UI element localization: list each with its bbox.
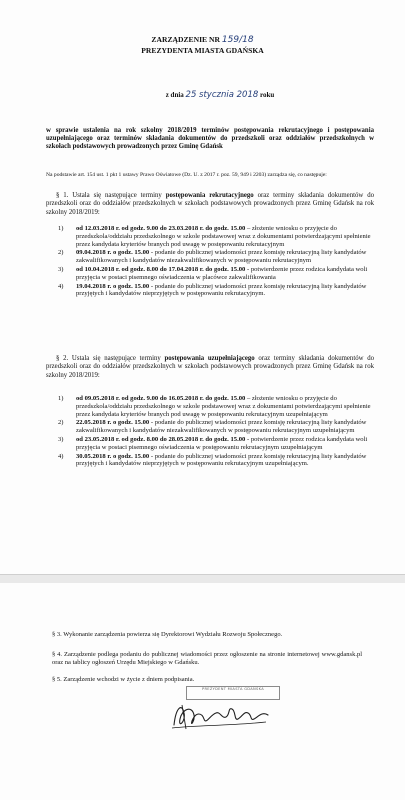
decree-title-prefix: ZARZĄDZENIE NR bbox=[151, 35, 220, 44]
decree-title bbox=[0, 35, 405, 45]
decree-number-handwritten: 159/18 bbox=[221, 35, 254, 45]
section-1-prefix: § 1. Ustala się następujące terminy bbox=[56, 192, 162, 199]
official-stamp: PREZYDENT MIASTA GDAŃSKA bbox=[186, 686, 280, 700]
section-2-suffix: oraz terminy składania dokumentów do przedszkoli oraz do oddziałów przedszkolnych w szkołach podstawowych prowadzonych przez Gminę Gdańsk na rok szkolny 2018/2019: bbox=[46, 355, 375, 379]
section-1-bold: postępowania rekrutacyjnego bbox=[165, 192, 254, 199]
section-1-suffix: oraz terminy składania dokumentów do przedszkoli oraz do oddziałów przedszkolnych w szkołach podstawowych prowadzonych przez Gminę Gdańsk na rok szkolny 2018/2019: bbox=[46, 192, 374, 216]
page-gap bbox=[0, 575, 405, 583]
section-2-list bbox=[58, 395, 374, 469]
list-item: 1) od 09.05.2018 r. od godz. 9.00 do 16.05.2018 r. do godz. 15.00 – złożenie wniosku o przyjęcie do przedszkola/oddziału przedszkolnego w szkole podstawowej wraz z dokumentami potwierdzającymi spełnienie przez kandydata kryteriów branych pod uwagę w postępowaniu rekrutacyjnym uzupełniającym bbox=[58, 395, 371, 418]
list-item: 3) od 10.04.2018 r. od godz. 8.00 do 17.04.2018 r. do godz. 15.00 - potwierdzenie przez rodzica kandydata woli przyjęcia w postaci pisemnego oświadczenia w placówce zakwalifikowania bbox=[58, 265, 368, 281]
list-item: 2) 09.04.2018 r. o godz. 15.00 - podanie do publicznej wiadomości przez komisję rekrutacyjną listy kandydatów zakwalifikowanych i kandydatów niezakwalifikowanych w postępowaniu rekrutacyjnym bbox=[58, 249, 367, 265]
list-item: 4) 19.04.2018 r. o godz. 15.00 - podanie do publicznej wiadomości przez komisję rekrutacyjną listy kandydatów przyjętych i kandydatów nieprzyjętych w postępowaniu rekrutacyjnym. bbox=[58, 282, 367, 298]
section-2-bold: postępowania uzupełniającego bbox=[164, 355, 255, 362]
section-3: § 3. Wykonanie zarządzenia powierza się Dyrektorowi Wydziału Rozwoju Społecznego. bbox=[52, 631, 283, 638]
date-prefix: z dnia bbox=[165, 91, 184, 99]
section-2-prefix: § 2. Ustala się następujące terminy bbox=[56, 355, 161, 362]
section-4: § 4. Zarządzenie podlega podaniu do publicznej wiadomości przez ogłoszenie na stronie internetowej www.gdansk.pl oraz na tablicy ogłoszeń Urzędu Miejskiego w Gdańsku. bbox=[52, 651, 362, 666]
section-1-list bbox=[58, 225, 374, 299]
section-1-intro bbox=[46, 192, 374, 217]
list-item: 4) 30.05.2018 r. o godz. 15.00 - podanie do publicznej wiadomości przez komisję rekrutacyjną listy kandydatów przyjętych i kandydatów nieprzyjętych w postępowaniu rekrutacyjnym uzupełniającym. bbox=[58, 452, 367, 468]
list-item: 2) 22.05.2018 r. o godz. 15.00 - podanie do publicznej wiadomości przez komisję rekrutacyjną listy kandydatów zakwalifikowanych i kandydatów niezakwalifikowanych w postępowaniu rekrutacyjnym uzupełniającym bbox=[58, 419, 367, 435]
signature-icon bbox=[168, 695, 278, 735]
legal-basis: Na podstawie art. 154 ust. 1 pkt 1 ustawy Prawo Oświatowe (Dz. U. z 2017 r. poz. 59, 949 i 2203) zarządza się, co następuje: bbox=[46, 172, 327, 178]
section-5: § 5. Zarządzenie wchodzi w życie z dniem podpisania. bbox=[52, 676, 195, 683]
list-item: 3) od 23.05.2018 r. od godz. 8.00 do 28.05.2018 r. do godz. 15.00 - potwierdzenie przez rodzica kandydata woli przyjęcia w postaci pisemnego oświadczenia w postępowaniu rekrutacyjnym uzupełniającym bbox=[58, 435, 368, 451]
decree-date bbox=[110, 90, 330, 100]
decree-issuer: PREZYDENTA MIASTA GDAŃSKA bbox=[141, 46, 264, 55]
date-handwritten: 25 stycznia 2018 bbox=[185, 90, 259, 100]
document-page-2 bbox=[0, 583, 405, 800]
list-item: 1) od 12.03.2018 r. od godz. 9.00 do 23.03.2018 r. do godz. 15.00 – złożenie wniosku o przyjęcie do przedszkola/oddziału przedszkolnego w szkole podstawowej wraz z dokumentami potwierdzającymi spełnienie przez kandydata kryteriów branych pod uwagę w postępowaniu rekrutacyjnym bbox=[58, 225, 371, 248]
section-2-intro bbox=[46, 355, 374, 380]
date-suffix: roku bbox=[260, 91, 275, 99]
decree-subject: w sprawie ustalenia na rok szkolny 2018/2019 terminów postępowania rekrutacyjnego i postępowania uzupełniającego oraz terminów składania dokumentów do przedszkoli oraz oddziałów przedszkolnych w szkołach podstawowych prowadzonych przez Gminę Gdańsk bbox=[46, 127, 374, 151]
